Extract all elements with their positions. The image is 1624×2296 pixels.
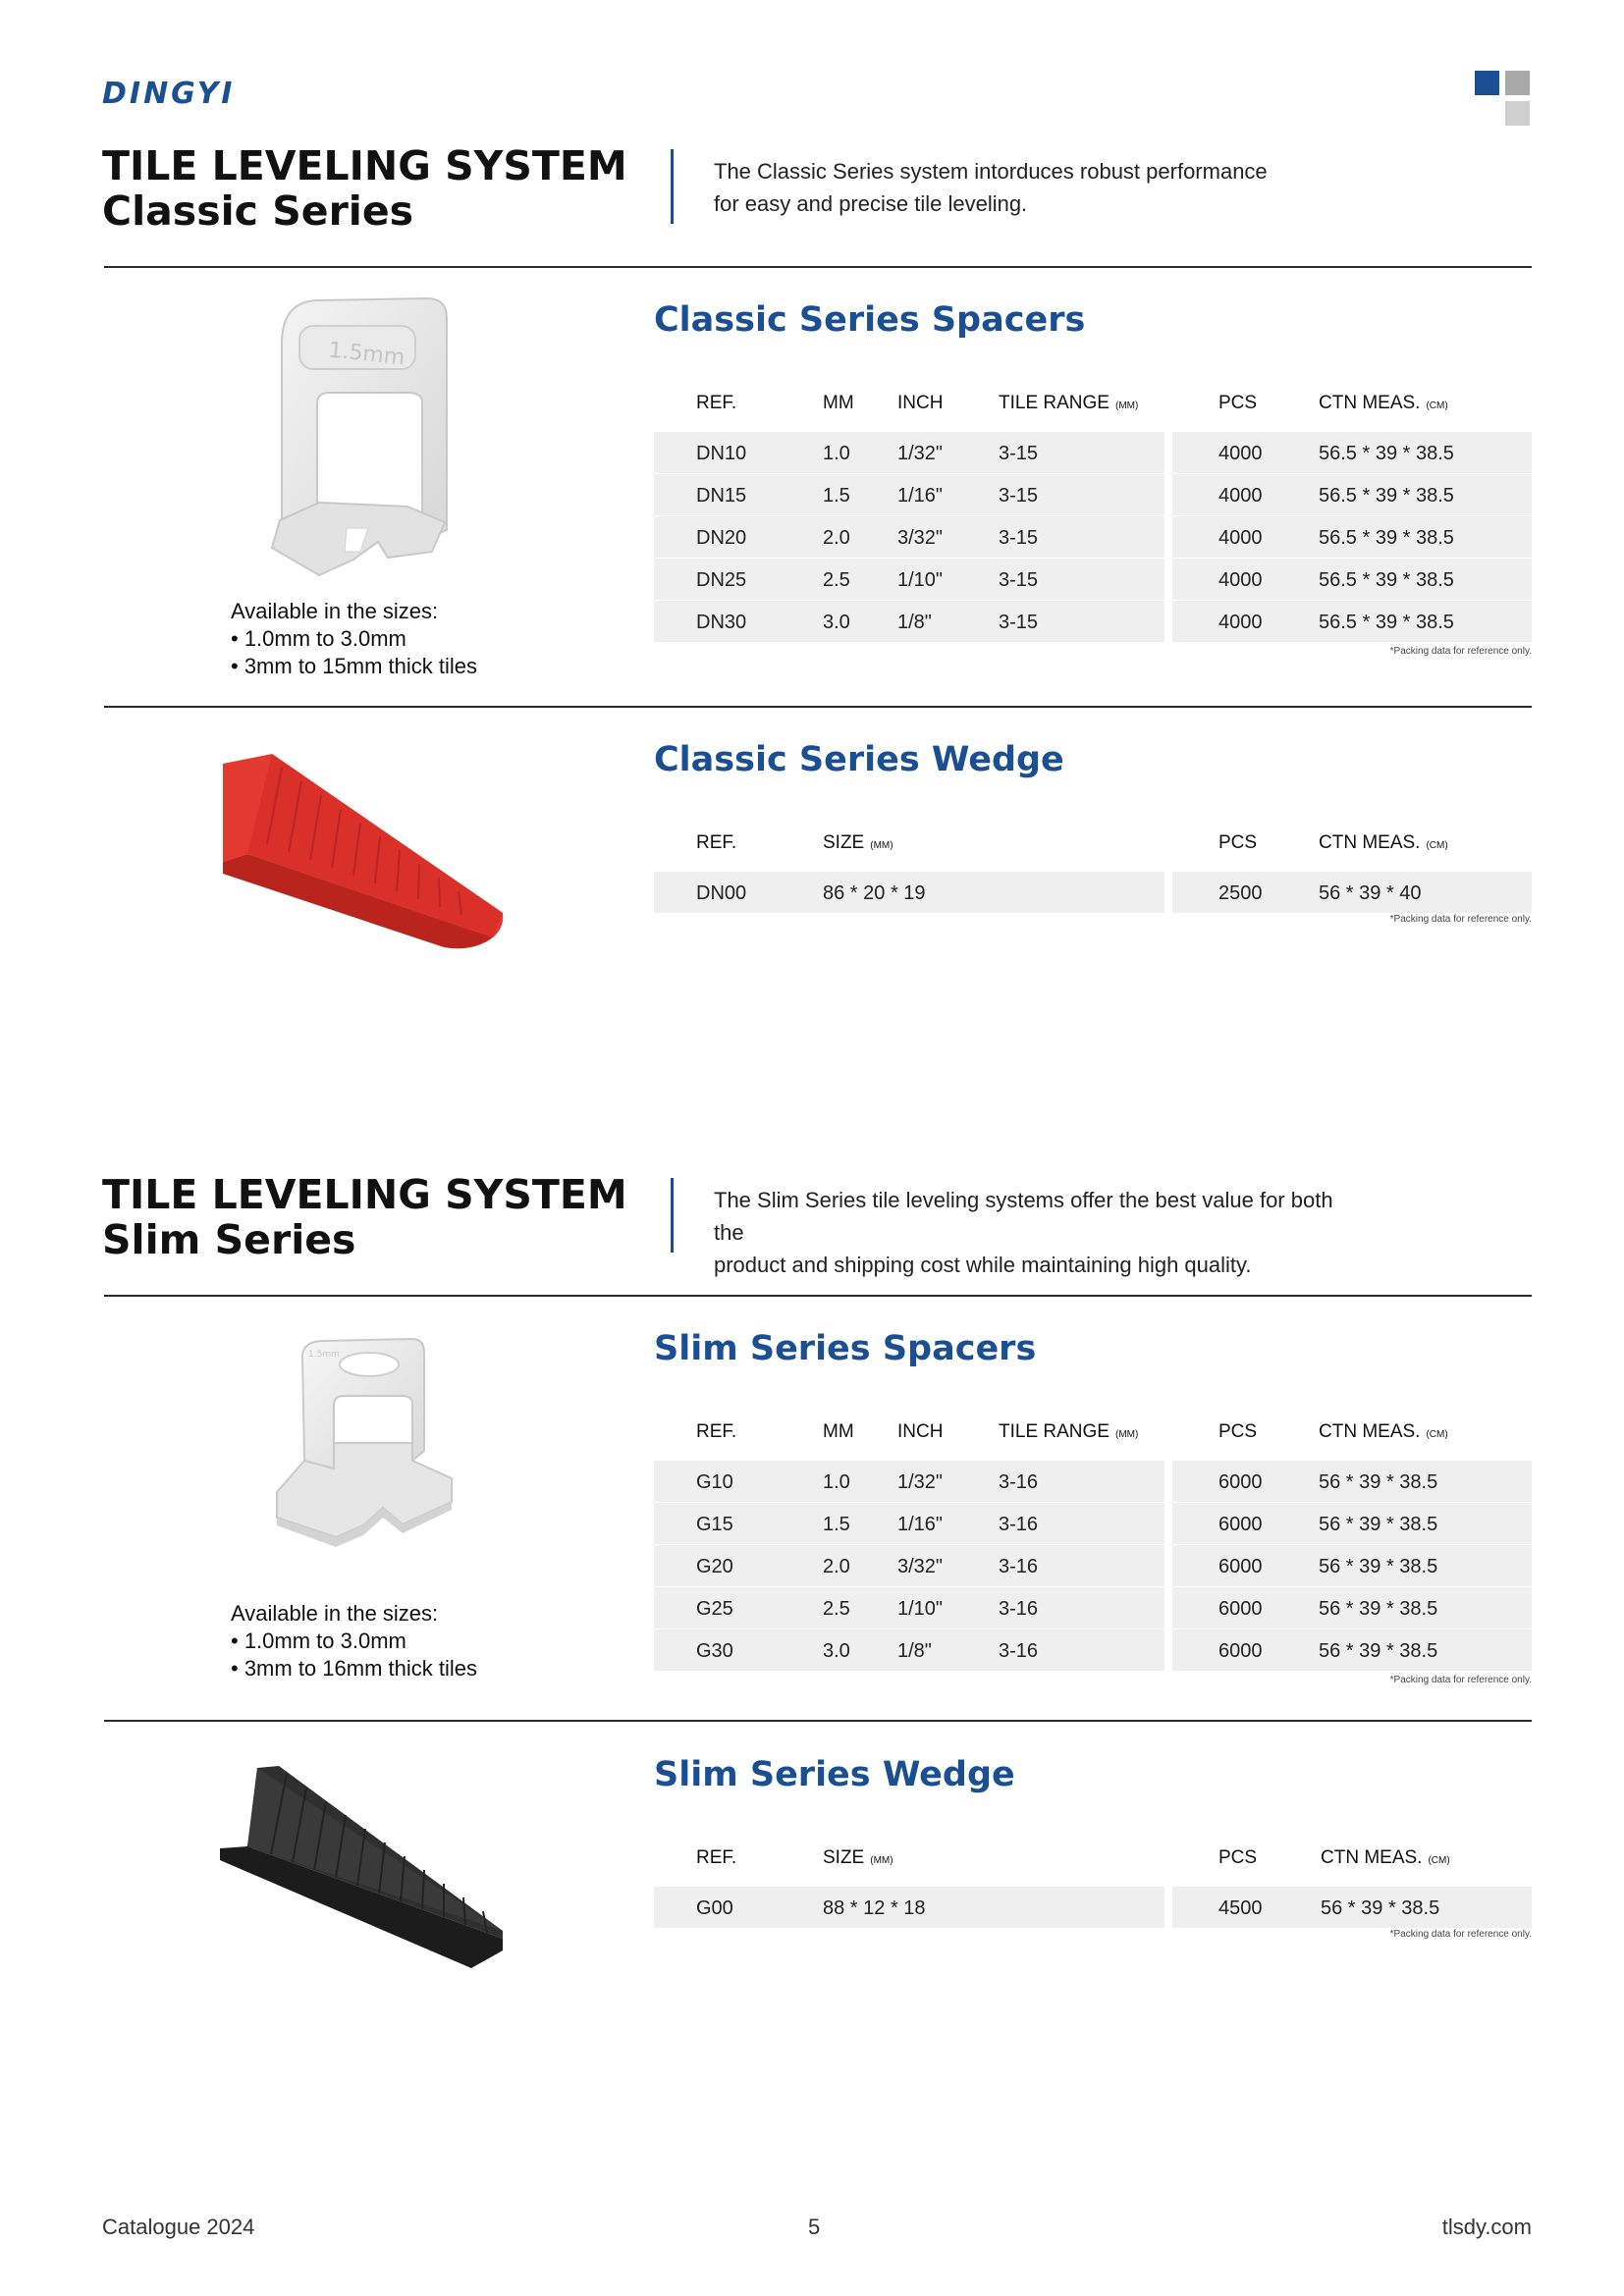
col-header-size: SIZE [823,1847,865,1868]
slim-spacer-image [265,1333,457,1574]
footer-page-number: 5 [808,2215,821,2239]
col-header-inch: INCH [897,1421,944,1442]
cell-ref: DN20 [696,527,747,549]
cell-mm: 1.5 [823,1514,850,1535]
cell-ref: DN10 [696,443,747,464]
cell-pcs: 4500 [1218,1897,1263,1919]
cell-ref: DN30 [696,612,747,633]
brand-logo: DINGYI [102,77,236,111]
cell-mm: 1.0 [823,1471,850,1493]
cell-inch: 3/32" [897,527,944,549]
cell-ctn: 56.5 * 39 * 38.5 [1319,443,1454,464]
cell-mm: 2.5 [823,1598,850,1620]
packing-note: *Packing data for reference only. [1389,914,1532,925]
slim-availability [231,1600,477,1682]
classic-availability [231,598,477,680]
slim-intro [714,1184,1342,1281]
classic-wedge-table-header [0,832,1624,856]
cell-ref: G30 [696,1640,733,1662]
cell-ctn: 56 * 39 * 38.5 [1319,1514,1438,1535]
availability-item: • 3mm to 16mm thick tiles [231,1656,477,1681]
cell-pcs: 4000 [1218,569,1263,591]
cell-tile-range: 3-16 [999,1598,1039,1620]
cell-inch: 1/10" [897,569,944,591]
slim-intro-divider [671,1178,674,1253]
cell-ref: DN25 [696,569,747,591]
cell-tile-range: 3-16 [999,1514,1039,1535]
cell-pcs: 4000 [1218,443,1263,464]
col-header-ref: REF. [696,832,737,853]
col-header-ctn: CTN MEAS. [1319,393,1421,413]
slim-wedge-title: Slim Series Wedge [654,1755,1015,1794]
classic-intro [714,155,1342,220]
col-header-unit: (CM) [1426,840,1448,851]
availability-heading: Available in the sizes: [231,1601,439,1626]
cell-ctn: 56.5 * 39 * 38.5 [1319,612,1454,633]
cell-ref: G20 [696,1556,733,1577]
availability-item: • 1.0mm to 3.0mm [231,626,406,651]
cell-ctn: 56.5 * 39 * 38.5 [1319,527,1454,549]
availability-heading: Available in the sizes: [231,599,439,623]
classic-spacers-table-header [0,393,1624,416]
col-header-pcs: PCS [1218,832,1258,853]
cell-tile-range: 3-16 [999,1640,1039,1662]
cell-ref: G10 [696,1471,733,1493]
col-header-ctn: CTN MEAS. [1321,1847,1423,1868]
cell-tile-range: 3-15 [999,569,1039,591]
col-header-ctn: CTN MEAS. [1319,832,1421,853]
cell-pcs: 4000 [1218,612,1263,633]
availability-item: • 3mm to 15mm thick tiles [231,654,477,678]
slim-intro-line2: product and shipping cost while maintaining high quality. [714,1253,1252,1277]
cell-tile-range: 3-15 [999,527,1039,549]
cell-inch: 1/32" [897,1471,944,1493]
cell-pcs: 2500 [1218,882,1263,904]
cell-mm: 1.5 [823,485,850,507]
cell-inch: 1/32" [897,443,944,464]
cell-tile-range: 3-16 [999,1556,1039,1577]
cell-inch: 1/8" [897,612,932,633]
slim-title-line2: Slim Series [102,1216,356,1263]
availability-item: • 1.0mm to 3.0mm [231,1629,406,1653]
classic-intro-line1: The Classic Series system intorduces robust performance [714,159,1268,184]
cell-inch: 3/32" [897,1556,944,1577]
cell-mm: 2.0 [823,1556,850,1577]
slim-intro-line1: The Slim Series tile leveling systems offer the best value for both the [714,1188,1333,1245]
divider [104,266,1532,268]
classic-intro-line2: for easy and precise tile leveling. [714,191,1028,216]
cell-mm: 1.0 [823,443,850,464]
cell-pcs: 6000 [1218,1640,1263,1662]
packing-note: *Packing data for reference only. [1389,1675,1532,1685]
cell-tile-range: 3-15 [999,612,1039,633]
cell-ref: G00 [696,1897,733,1919]
cell-tile-range: 3-15 [999,485,1039,507]
cell-size: 86 * 20 * 19 [823,882,926,904]
slim-spacers-table-header [0,1421,1624,1445]
cell-inch: 1/10" [897,1598,944,1620]
col-header-mm: MM [823,1421,854,1442]
cell-ref: DN00 [696,882,747,904]
col-header-ref: REF. [696,1421,737,1442]
cell-ctn: 56 * 39 * 40 [1319,882,1422,904]
cell-inch: 1/8" [897,1640,932,1662]
cell-mm: 3.0 [823,612,850,633]
cell-pcs: 4000 [1218,527,1263,549]
classic-spacer-image [260,294,457,579]
cell-inch: 1/16" [897,485,944,507]
cell-ctn: 56.5 * 39 * 38.5 [1319,485,1454,507]
divider [104,1295,1532,1297]
cell-ctn: 56 * 39 * 38.5 [1319,1471,1438,1493]
col-header-mm: MM [823,393,854,413]
cell-pcs: 6000 [1218,1598,1263,1620]
col-header-unit: (MM) [1114,400,1139,411]
cell-ref: G15 [696,1514,733,1535]
classic-title-line2: Classic Series [102,187,414,235]
packing-note: *Packing data for reference only. [1389,1929,1532,1940]
packing-note: *Packing data for reference only. [1389,646,1532,657]
classic-spacer-size-label: 1.5mm [327,338,406,371]
cell-ctn: 56 * 39 * 38.5 [1319,1556,1438,1577]
cell-ctn: 56 * 39 * 38.5 [1321,1897,1440,1919]
col-header-tile-range: TILE RANGE [999,393,1110,413]
cell-pcs: 6000 [1218,1471,1263,1493]
col-header-pcs: PCS [1218,393,1258,413]
slim-wedge-table-header [0,1847,1624,1871]
cell-ctn: 56 * 39 * 38.5 [1319,1598,1438,1620]
classic-spacers-title: Classic Series Spacers [654,300,1086,340]
slim-title-line1: TILE LEVELING SYSTEM [102,1171,627,1218]
corner-squares-decoration [1475,71,1532,128]
slim-section-title [102,1172,627,1262]
footer-website[interactable]: tlsdy.com [1441,2215,1532,2239]
col-header-ref: REF. [696,393,737,413]
classic-section-title [102,143,627,234]
cell-ctn: 56.5 * 39 * 38.5 [1319,569,1454,591]
cell-tile-range: 3-15 [999,443,1039,464]
cell-ref: G25 [696,1598,733,1620]
col-header-unit: (CM) [1426,400,1448,411]
cell-mm: 2.0 [823,527,850,549]
cell-pcs: 6000 [1218,1556,1263,1577]
col-header-unit: (MM) [870,840,893,851]
col-header-size: SIZE [823,832,865,853]
col-header-pcs: PCS [1218,1847,1258,1868]
cell-inch: 1/16" [897,1514,944,1535]
divider [104,1720,1532,1722]
cell-pcs: 4000 [1218,485,1263,507]
cell-mm: 2.5 [823,569,850,591]
col-header-pcs: PCS [1218,1421,1258,1442]
col-header-inch: INCH [897,393,944,413]
cell-tile-range: 3-16 [999,1471,1039,1493]
cell-size: 88 * 12 * 18 [823,1897,926,1919]
col-header-ref: REF. [696,1847,737,1868]
col-header-tile-range: TILE RANGE [999,1421,1110,1442]
cell-pcs: 6000 [1218,1514,1263,1535]
col-header-unit: (MM) [1114,1429,1139,1440]
footer-catalogue: Catalogue 2024 [102,2215,255,2239]
col-header-ctn: CTN MEAS. [1319,1421,1421,1442]
classic-title-line1: TILE LEVELING SYSTEM [102,142,627,189]
col-header-unit: (MM) [870,1855,893,1866]
col-header-unit: (CM) [1426,1429,1448,1440]
slim-spacers-title: Slim Series Spacers [654,1329,1037,1368]
classic-wedge-title: Classic Series Wedge [654,740,1064,779]
col-header-unit: (CM) [1428,1855,1450,1866]
cell-mm: 3.0 [823,1640,850,1662]
cell-ref: DN15 [696,485,747,507]
classic-intro-divider [671,149,674,224]
cell-ctn: 56 * 39 * 38.5 [1319,1640,1438,1662]
divider [104,706,1532,708]
slim-spacer-size-label: 1.5mm [308,1350,340,1360]
